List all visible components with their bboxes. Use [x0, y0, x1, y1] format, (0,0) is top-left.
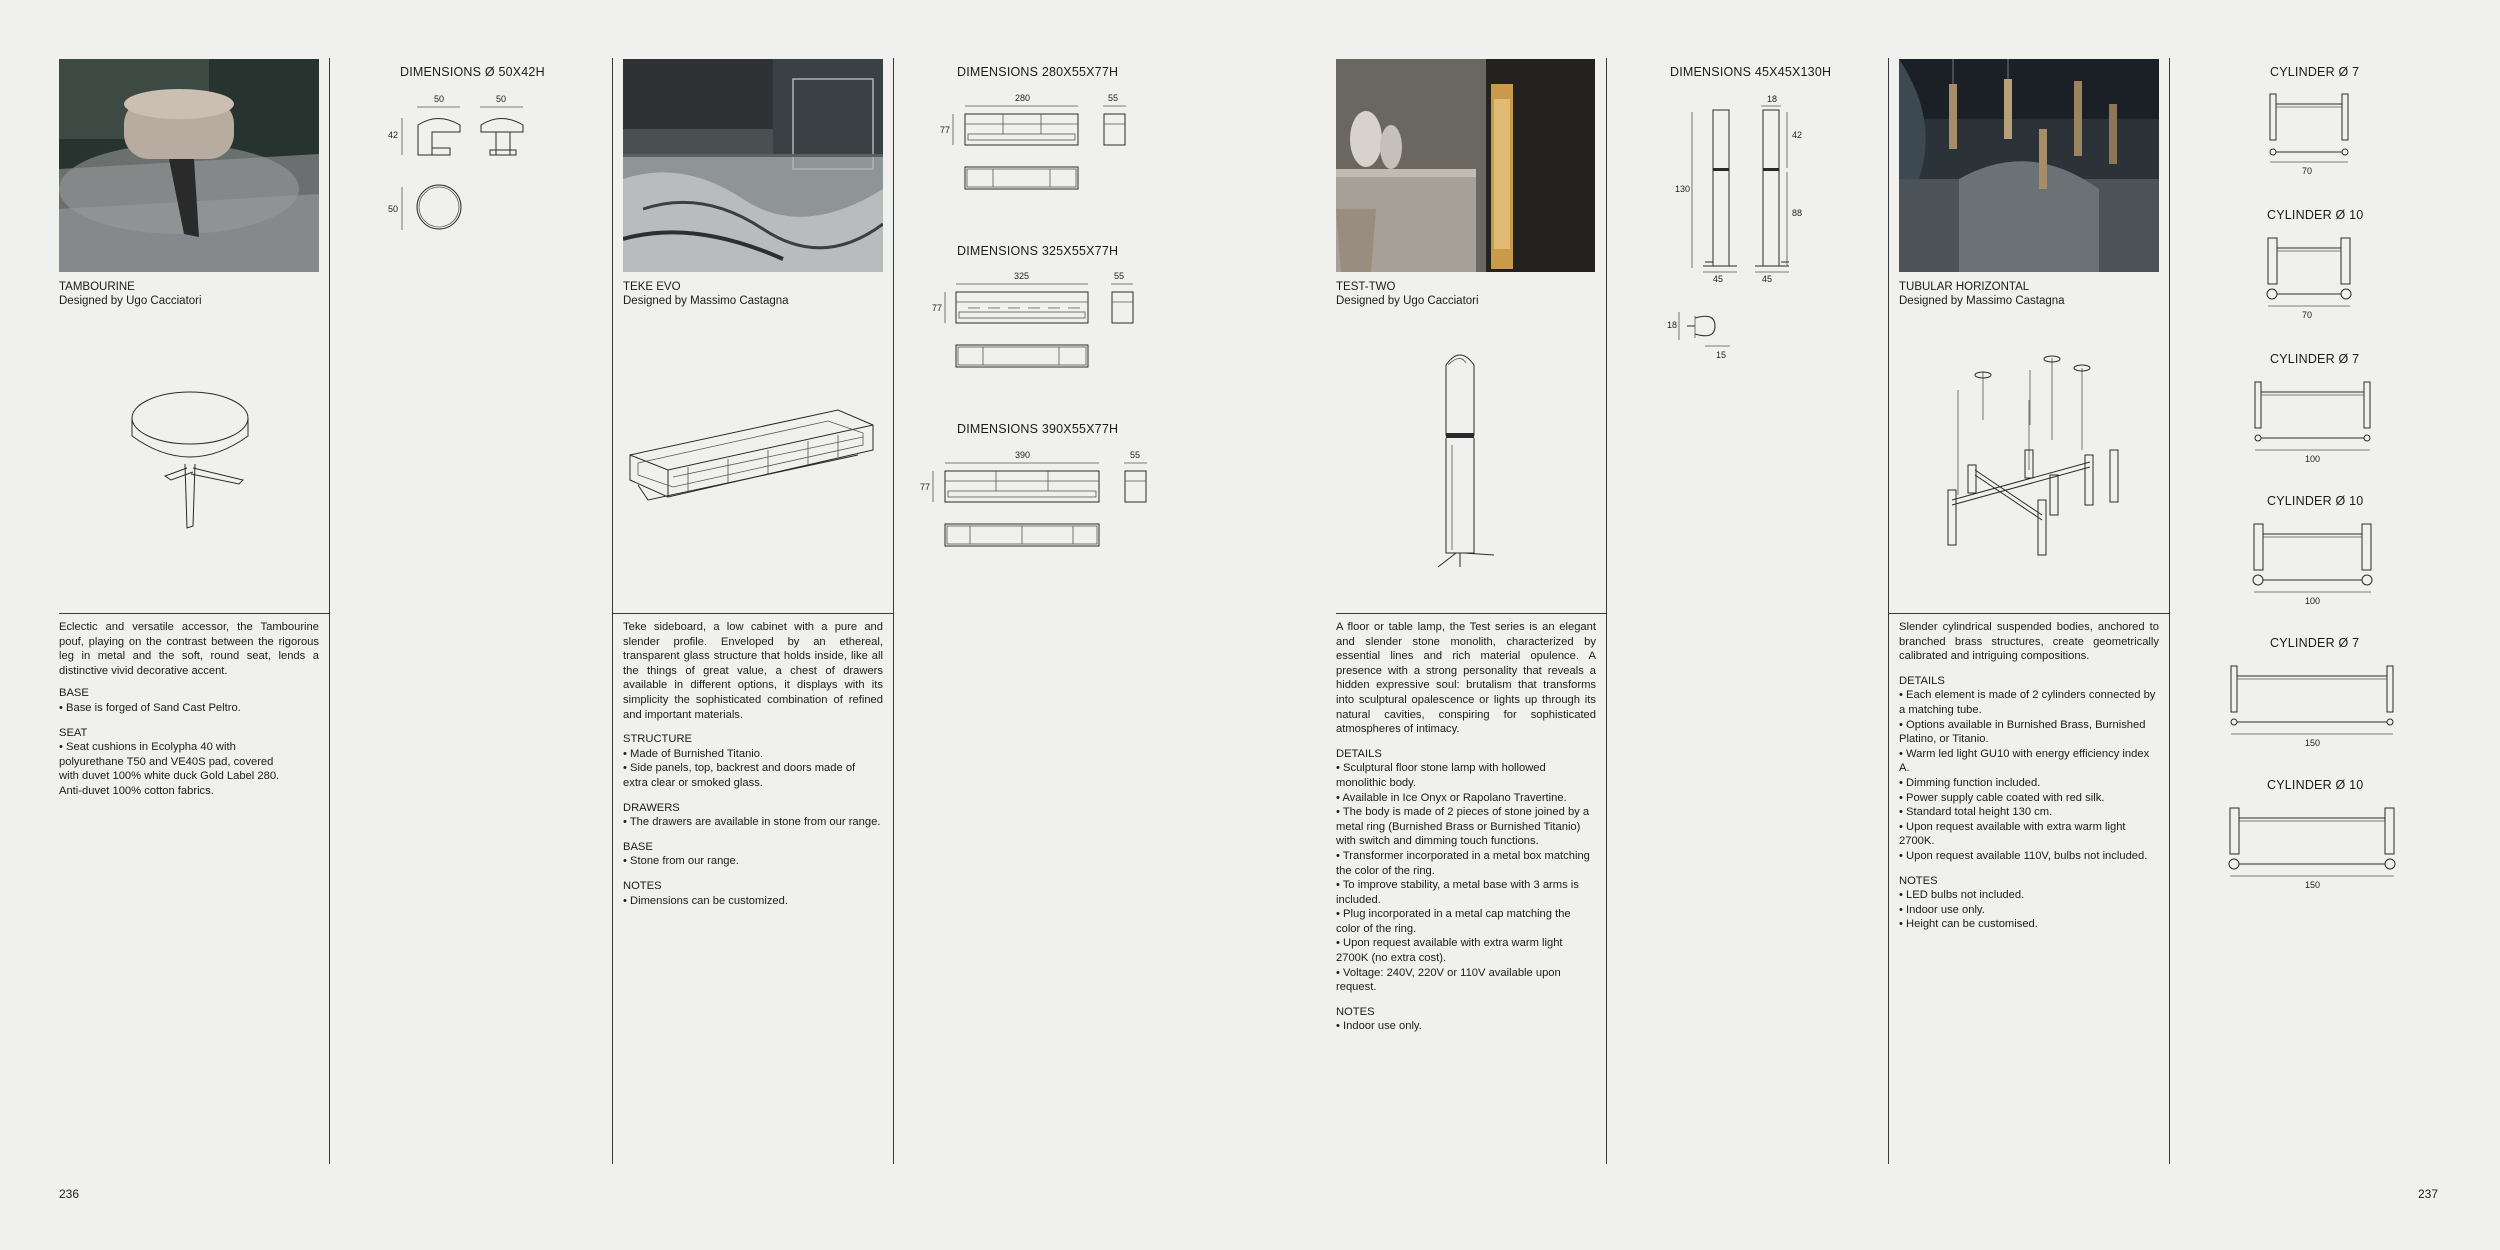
product-description — [59, 620, 319, 799]
tambourine-photo — [59, 59, 319, 272]
column-divider — [329, 58, 330, 1164]
cylinder-drawing — [2223, 802, 2403, 892]
dim-label: 55 — [1108, 93, 1119, 103]
dim-label: 100 — [2305, 454, 2321, 464]
section-rule — [1888, 613, 2169, 614]
list-item: • Upon request available 110V, bulbs not included. — [1899, 849, 2159, 864]
list-item: • Options available in Burnished Brass, Burnished Platino, or Titanio. — [1899, 718, 2159, 747]
tambourine-drawing — [125, 388, 255, 498]
cylinder-drawing — [2240, 518, 2380, 608]
dim-label: 77 — [932, 303, 943, 313]
section-rule — [59, 613, 329, 614]
description-text: Slender cylindrical suspended bodies, anchored to branched brass structures, create geometrically calibrated and intriguing compositions. — [1899, 621, 2159, 663]
dim-label: 45 — [1713, 274, 1724, 284]
section-title: DETAILS — [1899, 674, 1945, 687]
section-title: DETAILS — [1336, 747, 1382, 760]
product-name: TEKE EVO — [623, 281, 681, 293]
cylinder-title: CYLINDER Ø 7 — [2270, 352, 2360, 366]
cylinder-title: CYLINDER Ø 7 — [2270, 636, 2360, 650]
dim-label: 15 — [1716, 350, 1727, 360]
column-divider — [893, 58, 894, 1164]
product-name: TAMBOURINE — [59, 281, 135, 293]
description-text: A floor or table lamp, the Test series is an elegant and slender stone monolith, characterized by essential lines and rich material opulence. A presence with a strong personality that reveals a hidden expressive soul: brutalism that transforms into sculptural opalescence or lights up through its natural cavities, conspiring for sophisticated atmospheres of intimacy. — [1336, 621, 1596, 736]
dim-label: 50 — [496, 94, 507, 104]
column-divider — [612, 58, 613, 1164]
list-item: • Dimensions can be customized. — [623, 894, 883, 909]
dim-label: 130 — [1675, 184, 1691, 194]
list-item: • Each element is made of 2 cylinders connected by a matching tube. — [1899, 688, 2159, 717]
cylinder-title: CYLINDER Ø 10 — [2267, 778, 2364, 792]
list-item: • Indoor use only. — [1899, 903, 2159, 918]
dimensions-title: DIMENSIONS 325X55X77H — [957, 244, 1119, 258]
section-title: NOTES — [1899, 874, 1938, 887]
testtwo-dimensions-drawing — [1665, 90, 1805, 360]
teke-drawing — [628, 405, 878, 515]
section-rule — [1336, 613, 1606, 614]
section-title: SEAT — [59, 726, 88, 739]
dim-label: 325 — [1014, 271, 1030, 281]
list-item: • The body is made of 2 pieces of stone joined by a metal ring (Burnished Brass or Burnished Titanio) with switch and dimming touch functions. — [1336, 805, 1596, 849]
page-number-right: 237 — [2418, 1187, 2439, 1201]
dimensions-title: DIMENSIONS 45X45X130H — [1670, 65, 1832, 79]
tambourine-dimensions-drawing — [380, 90, 520, 260]
list-item: • Upon request available with extra warm light 2700K. — [1899, 820, 2159, 849]
description-text: Teke sideboard, a low cabinet with a pure and slender profile. Enveloped by an ethereal, transparent glass structure that holds inside, like all the things of great value, a chest of drawers available in different options, it displays with its simplicity the sophisticated combination of refined and important materials. — [623, 621, 883, 721]
tubular-photo — [1899, 59, 2159, 272]
teke-dimensions-drawing — [918, 447, 1141, 547]
list-item: • Base is forged of Sand Cast Peltro. — [59, 701, 319, 716]
column-divider — [1606, 58, 1607, 1164]
list-item: • Upon request available with extra warm light 2700K (no extra cost). — [1336, 936, 1596, 965]
dim-label: 150 — [2305, 880, 2321, 890]
list-item: • Side panels, top, backrest and doors made of extra clear or smoked glass. — [623, 761, 883, 790]
section-title: NOTES — [623, 879, 662, 892]
dimensions-title: DIMENSIONS 390X55X77H — [957, 422, 1119, 436]
section-title: NOTES — [1336, 1005, 1375, 1018]
list-item: • To improve stability, a metal base with 3 arms is included. — [1336, 878, 1596, 907]
section-title: BASE — [623, 840, 653, 853]
section-title: DRAWERS — [623, 801, 680, 814]
list-item: • Height can be customised. — [1899, 917, 2159, 932]
cylinder-drawing — [2250, 88, 2370, 178]
section-title: BASE — [59, 687, 89, 700]
dim-label: 50 — [388, 204, 399, 214]
list-item: • Standard total height 130 cm. — [1899, 805, 2159, 820]
dim-label: 77 — [940, 125, 951, 135]
dim-label: 18 — [1667, 320, 1678, 330]
list-item: • Dimming function included. — [1899, 776, 2159, 791]
dim-label: 55 — [1114, 271, 1125, 281]
list-item: • Voltage: 240V, 220V or 110V available upon request. — [1336, 966, 1596, 995]
product-designer: Designed by Massimo Castagna — [623, 295, 789, 307]
dim-label: 42 — [1792, 130, 1803, 140]
teke-dimensions-drawing — [938, 90, 1138, 190]
dim-label: 70 — [2302, 166, 2313, 176]
cylinder-drawing — [2240, 376, 2380, 466]
column-divider — [1888, 58, 1889, 1164]
testtwo-drawing — [1430, 345, 1510, 575]
dim-label: 70 — [2302, 310, 2313, 320]
list-item: • Seat cushions in Ecolypha 40 with polyurethane T50 and VE40S pad, covered with duvet 100% white duck Gold Label 280. Anti-duvet 100% cotton fabrics. — [59, 740, 319, 798]
cylinder-drawing — [2250, 232, 2370, 322]
dim-label: 150 — [2305, 738, 2321, 748]
list-item: • Power supply cable coated with red silk. — [1899, 791, 2159, 806]
list-item: • Warm led light GU10 with energy efficiency index A. — [1899, 747, 2159, 776]
product-description — [1899, 620, 2159, 932]
description-text: Eclectic and versatile accessor, the Tambourine pouf, playing on the contrast between the rigorous leg in metal and the soft, round seat, lends a distinctive vivid decorative accent. — [59, 621, 319, 677]
dim-label: 280 — [1015, 93, 1031, 103]
list-item: • Plug incorporated in a metal cap matching the color of the ring. — [1336, 907, 1596, 936]
dim-label: 100 — [2305, 596, 2321, 606]
dim-label: 18 — [1767, 94, 1778, 104]
dim-label: 45 — [1762, 274, 1773, 284]
dim-label: 42 — [388, 130, 399, 140]
cylinder-title: CYLINDER Ø 10 — [2267, 494, 2364, 508]
column-divider — [2169, 58, 2170, 1164]
dim-label: 390 — [1015, 450, 1031, 460]
dim-label: 88 — [1792, 208, 1803, 218]
list-item: • Stone from our range. — [623, 854, 883, 869]
teke-dimensions-drawing — [928, 268, 1128, 368]
list-item: • Sculptural floor stone lamp with hollowed monolithic body. — [1336, 761, 1596, 790]
cylinder-drawing — [2223, 660, 2403, 750]
section-rule — [612, 613, 893, 614]
page-number-left: 236 — [59, 1187, 80, 1201]
list-item: • The drawers are available in stone from our range. — [623, 815, 883, 830]
dim-label: 55 — [1130, 450, 1141, 460]
product-name: TEST-TWO — [1336, 281, 1396, 293]
cylinder-title: CYLINDER Ø 10 — [2267, 208, 2364, 222]
teke-photo — [623, 59, 883, 272]
list-item: • Made of Burnished Titanio. — [623, 747, 883, 762]
dim-label: 50 — [434, 94, 445, 104]
cylinder-title: CYLINDER Ø 7 — [2270, 65, 2360, 79]
product-description — [1336, 620, 1596, 1034]
product-designer: Designed by Ugo Cacciatori — [59, 295, 202, 307]
product-designer: Designed by Ugo Cacciatori — [1336, 295, 1479, 307]
list-item: • Indoor use only. — [1336, 1019, 1596, 1034]
list-item: • LED bulbs not included. — [1899, 888, 2159, 903]
dim-label: 77 — [920, 482, 931, 492]
section-title: STRUCTURE — [623, 733, 692, 746]
dimensions-title: DIMENSIONS 280X55X77H — [957, 65, 1119, 79]
tubular-drawing — [1930, 350, 2130, 570]
product-description — [623, 620, 883, 908]
list-item: • Available in Ice Onyx or Rapolano Travertine. — [1336, 791, 1596, 806]
dimensions-title: DIMENSIONS Ø 50X42H — [400, 65, 545, 79]
list-item: • Transformer incorporated in a metal box matching the color of the ring. — [1336, 849, 1596, 878]
product-name: TUBULAR HORIZONTAL — [1899, 281, 2030, 293]
product-designer: Designed by Massimo Castagna — [1899, 295, 2065, 307]
testtwo-photo — [1336, 59, 1595, 272]
